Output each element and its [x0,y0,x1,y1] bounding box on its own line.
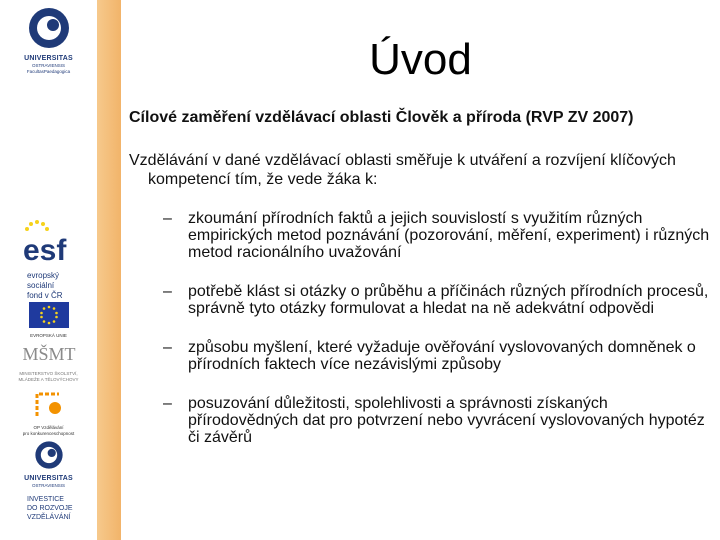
sidebar [0,0,97,540]
slide-intro: Vzdělávání v dané vzdělávací oblasti směřuje k utváření a rozvíjení klíčových kompetencí tím, že vede žáka k: [129,152,676,188]
msmt-mark-text: MŠMT [21,344,76,364]
list-item-text: potřebě klást si otázky o průběhu a příčinách různých přírodních procesů, správně tyto otázky formulovat a hledat na ně adekvátní odpovědi [188,283,709,317]
university-emblem-bottom-icon [34,440,64,470]
list-item-text: posuzování důležitosti, spolehlivosti a správnosti získaných přírodovědných dat pro potvrzení nebo vyvrácení vyslovovaných hypotéz či závěrů [188,395,705,446]
op-mark-icon [29,386,69,420]
eu-label: EVROPSKÁ UNIE [30,333,67,338]
eu-flag-icon [29,302,69,328]
university-name-bottom: UNIVERSITAS [24,475,73,482]
university-faculty: FacultasPaedagogica [26,69,71,74]
university-subname: OSTRAVIENSIS [32,63,65,68]
bullet-dash: – [163,283,172,300]
university-name: UNIVERSITAS [24,55,73,62]
slide-subtitle: Cílové zaměření vzdělávací oblasti Člověk a příroda (RVP ZV 2007) [129,109,634,126]
bullet-list [163,210,715,468]
msmt-logo [0,340,97,383]
university-emblem-icon [27,6,71,50]
esf-line-1: evropský [27,271,60,280]
invest-line-3: VZDĚLÁVÁNÍ [27,514,71,521]
university-logo-top [0,6,97,75]
list-item [163,283,715,317]
university-subname-bottom: OSTRAVIENSIS [32,483,65,488]
list-item [163,395,715,446]
eu-logo [0,302,97,339]
esf-line-3: fond v ČR [27,291,63,300]
sidebar-stripe [97,0,121,540]
esf-mark-text: esf [22,234,66,267]
bullet-dash: – [163,210,172,227]
invest-line-2: DO ROZVOJE [27,505,73,512]
list-item-text: zkoumání přírodních faktů a jejich souvislostí s využitím různých empirických metod poznávání (pozorování, měření, experiment) i různých metod racionálního uvažování [188,210,710,261]
bullet-dash: – [163,339,172,356]
op-line-1: OP Vzdělávání [33,425,64,430]
slide-title: Úvod [369,35,472,84]
op-line-2: pro konkurenceschopnost [22,431,75,436]
msmt-mark-icon [21,340,76,366]
list-item-text: způsobu myšlení, které vyžaduje ověřování vyslovovaných domněnek o přírodních faktech více nezávislými způsoby [188,339,696,373]
university-logo-bottom [0,440,97,522]
bullet-dash: – [163,395,172,412]
esf-line-2: sociální [27,281,55,290]
msmt-line-1: MINISTERSTVO ŠKOLSTVÍ, [19,371,78,376]
list-item [163,339,715,373]
esf-mark-icon [19,218,79,266]
list-item [163,210,715,261]
op-logo [0,386,97,437]
esf-logo [0,218,97,301]
msmt-line-2: MLÁDEŽE A TĚLOVÝCHOVY [18,377,79,382]
invest-line-1: INVESTICE [27,496,64,503]
